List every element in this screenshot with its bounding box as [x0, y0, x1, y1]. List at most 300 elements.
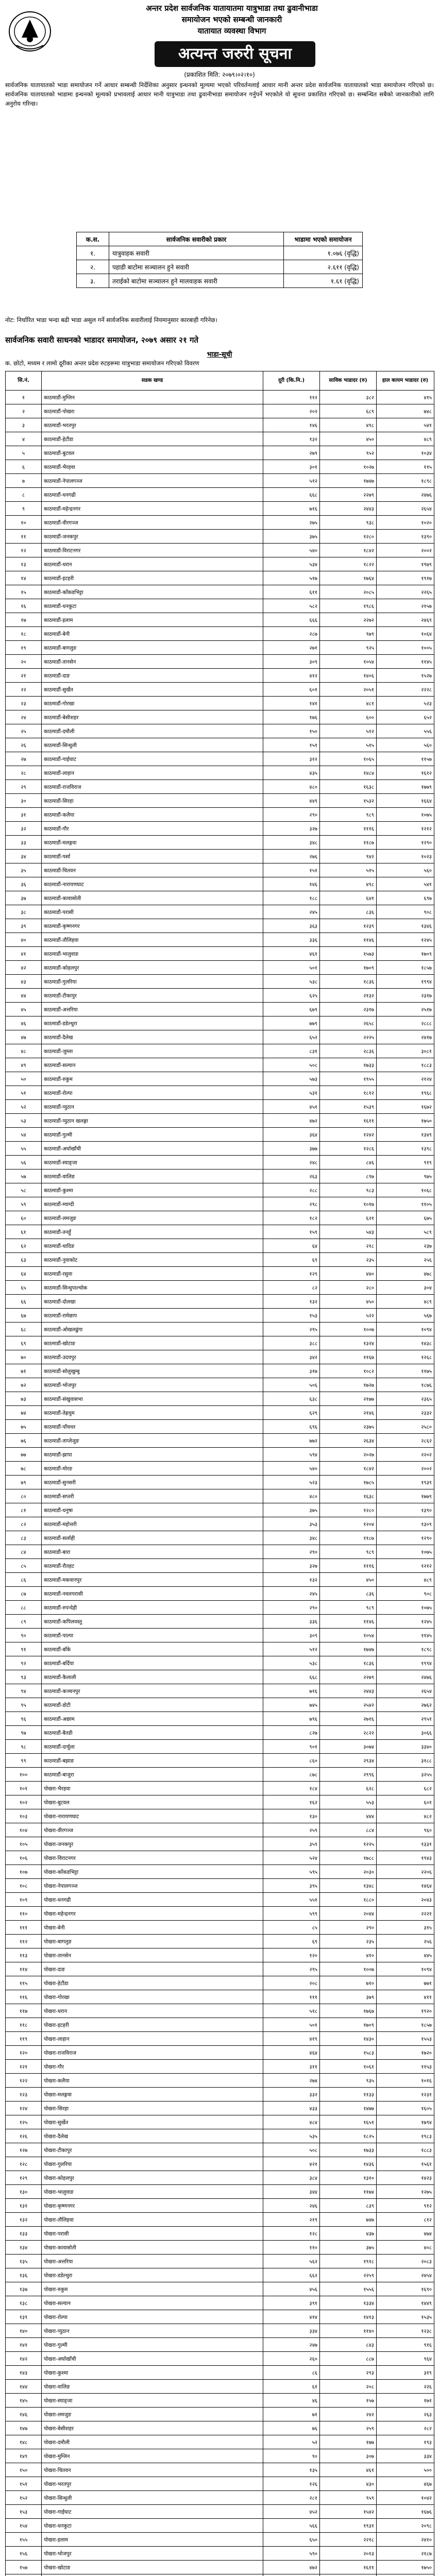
distance-cell: ८५ — [263, 1921, 320, 1935]
old-fare-cell: १९८६ — [320, 599, 377, 613]
distance-cell: २८१ — [263, 2491, 320, 2505]
table-row — [6, 1364, 434, 1378]
route-cell: पोखरा-स्याङ्जा — [42, 2394, 263, 2408]
route-cell: पोखरा-भरतपुर — [42, 2477, 263, 2491]
old-fare-cell: १८३६ — [320, 1656, 377, 1670]
table-row — [6, 2032, 434, 2046]
serial-cell: ४७ — [6, 1030, 42, 1044]
new-fare-cell: ७७१ — [377, 1976, 434, 1990]
old-fare-cell: २०४४ — [320, 1907, 377, 1921]
table-row — [6, 1114, 434, 1128]
table-row — [6, 836, 434, 850]
serial-cell: ६ — [6, 460, 42, 474]
table-row — [6, 1183, 434, 1197]
serial-cell: ८० — [6, 1489, 42, 1503]
old-fare-cell: १२०४ — [320, 1517, 377, 1531]
distance-cell: १११ — [263, 1990, 320, 2004]
table-row — [6, 1573, 434, 1587]
old-fare-cell: २४४३ — [320, 502, 377, 516]
table-row — [6, 2394, 434, 2408]
serial-cell: ८२ — [6, 1517, 42, 1531]
new-fare-cell: १२३१ — [377, 2088, 434, 2102]
route-cell: पोखरा-दैलेख — [42, 2129, 263, 2143]
serial-cell: १४८ — [6, 2435, 42, 2449]
table-row — [6, 2213, 434, 2227]
serial-cell: ८५ — [6, 1559, 42, 1573]
route-cell: काठमाडौं-मलङ्गवा — [42, 836, 263, 850]
table-row — [6, 1698, 434, 1712]
header-distance: दूरी (कि.मि.) — [263, 371, 320, 391]
distance-cell: ५२३ — [263, 1476, 320, 1489]
distance-cell: २४५ — [263, 905, 320, 919]
new-fare-cell: २१८७ — [377, 2547, 434, 2561]
distance-cell: ५३५ — [263, 2129, 320, 2143]
new-fare-cell: ९०८ — [377, 905, 434, 919]
serial-cell: १२७ — [6, 2143, 42, 2157]
old-fare-cell: ११६७ — [320, 1350, 377, 1364]
new-fare-cell: ५४१ — [377, 418, 434, 432]
serial-cell: १४४ — [6, 2380, 42, 2394]
old-fare-cell: १०१७ — [320, 1197, 377, 1211]
distance-cell: १८२ — [263, 1211, 320, 1225]
distance-cell: १४१ — [263, 697, 320, 710]
distance-cell: ३०९ — [263, 655, 320, 669]
distance-cell: १४६ — [263, 877, 320, 891]
new-fare-cell: ४६७ — [377, 2477, 434, 2491]
old-fare-cell: १३२४ — [320, 1336, 377, 1350]
old-fare-cell: ४५० — [320, 1573, 377, 1587]
summary-row — [77, 260, 363, 274]
route-cell: काठमाडौं-सर्लाही — [42, 1531, 263, 1545]
old-fare-cell: १७०९ — [320, 2018, 377, 2032]
serial-cell: १२० — [6, 2046, 42, 2060]
distance-cell: ४८४ — [263, 2115, 320, 2129]
route-cell: काठमाडौं-कञ्चनपुर — [42, 1684, 263, 1698]
serial-cell: ३४ — [6, 850, 42, 863]
serial-cell: १२१ — [6, 2060, 42, 2074]
old-fare-cell: १४७७ — [320, 2102, 377, 2115]
distance-cell: ६६८ — [263, 488, 320, 502]
route-cell: काठमाडौं-डडेल्धुरा — [42, 1016, 263, 1030]
old-fare-cell: १७४७ — [320, 474, 377, 488]
distance-cell: ४३५ — [263, 766, 320, 780]
route-cell: पोखरा-कोहलपुर — [42, 2171, 263, 2185]
new-fare-cell: १८५७ — [377, 961, 434, 975]
new-fare-cell: १७१ — [377, 2394, 434, 2408]
old-fare-cell: २९३४ — [320, 1754, 377, 1768]
route-cell: पोखरा-हेटौंडा — [42, 1976, 263, 1990]
new-fare-cell: १०४२ — [377, 2491, 434, 2505]
new-fare-cell: १०३४ — [377, 446, 434, 460]
route-cell: काठमाडौं-गुलरिया — [42, 975, 263, 989]
serial-cell: १४३ — [6, 2366, 42, 2380]
route-cell: पोखरा-धनगढी — [42, 1893, 263, 1907]
serial-cell: ११६ — [6, 1990, 42, 2004]
old-fare-cell: १०५४ — [320, 655, 377, 669]
distance-cell: ८७८ — [263, 1768, 320, 1782]
serial-cell: ८७ — [6, 1587, 42, 1601]
table-row — [6, 766, 434, 780]
distance-cell: ६७९ — [263, 1003, 320, 1016]
distance-cell: २९० — [263, 1545, 320, 1559]
distance-cell: ६९६ — [263, 1420, 320, 1434]
old-fare-cell: १०६१ — [320, 2060, 377, 2074]
old-fare-cell: २९० — [320, 1921, 377, 1935]
serial-cell: ७५ — [6, 1420, 42, 1434]
table-row — [6, 1795, 434, 1809]
old-fare-cell: ४४० — [320, 1267, 377, 1281]
serial-cell: ८६ — [6, 1573, 42, 1587]
serial-cell: ७३ — [6, 1392, 42, 1406]
serial-cell: १४९ — [6, 2449, 42, 2463]
distance-cell: १२९ — [263, 1267, 320, 1281]
route-cell: काठमाडौं-सिन्धुपाल्चोक — [42, 1281, 263, 1295]
distance-cell: ४६ — [263, 2394, 320, 2408]
new-fare-cell: १९३ — [377, 2435, 434, 2449]
serial-cell: ३ — [6, 418, 42, 432]
new-fare-cell: ९६४ — [377, 2352, 434, 2366]
route-cell: काठमाडौं-नेपालगञ्ज — [42, 474, 263, 488]
old-fare-cell: १३४८ — [320, 1879, 377, 1893]
route-cell: पोखरा-गौर — [42, 2060, 263, 2074]
new-fare-cell: १२४५ — [377, 1615, 434, 1629]
old-fare-cell: २९९६ — [320, 1768, 377, 1782]
route-cell: काठमाडौं-पाँचथर — [42, 1420, 263, 1434]
new-fare-cell: ४११ — [377, 1990, 434, 2004]
route-cell: काठमाडौं-अत्तरिया — [42, 1003, 263, 1016]
route-cell: पोखरा-सुर्खेत — [42, 2115, 263, 2129]
serial-cell: १२९ — [6, 2171, 42, 2185]
route-cell: काठमाडौं-जुम्ला — [42, 1044, 263, 1058]
table-row — [6, 2310, 434, 2324]
distance-cell: ६०१ — [263, 683, 320, 697]
route-cell: काठमाडौं-तनहुँ — [42, 1225, 263, 1239]
new-fare-cell: ११५३ — [377, 2060, 434, 2074]
old-fare-cell: १०८२ — [320, 1364, 377, 1378]
serial-cell: ६९ — [6, 1336, 42, 1350]
serial-cell: २८ — [6, 766, 42, 780]
route-cell: पोखरा-काँकडभिट्टा — [42, 1865, 263, 1879]
route-cell: पोखरा-लाहान — [42, 2032, 263, 2046]
old-fare-cell: १७३३ — [320, 1058, 377, 1072]
distance-cell: २९८ — [263, 1197, 320, 1211]
old-fare-cell: ४९८ — [320, 877, 377, 891]
route-cell: काठमाडौं-तानसेन — [42, 655, 263, 669]
serial-cell: १०७ — [6, 1865, 42, 1879]
route-cell: काठमाडौं-राजविराज — [42, 780, 263, 794]
new-fare-cell: १७७९ — [377, 780, 434, 794]
serial-cell: १२६ — [6, 2129, 42, 2143]
table-row — [6, 641, 434, 655]
route-cell: काठमाडौं-मुग्लिन — [42, 391, 263, 404]
old-fare-cell: २२५९ — [320, 2268, 377, 2282]
new-fare-cell: १९४३ — [377, 1851, 434, 1865]
new-fare-cell: १९९४ — [377, 1656, 434, 1670]
route-cell: काठमाडौं-लमजुङ — [42, 1211, 263, 1225]
table-row — [6, 488, 434, 502]
distance-cell: ४७२ — [263, 2561, 320, 2574]
serial-cell: ३७ — [6, 891, 42, 905]
old-fare-cell: १२३९ — [320, 919, 377, 933]
distance-cell: २९५ — [263, 1323, 320, 1336]
route-cell: पोखरा-इटहरी — [42, 2018, 263, 2032]
urgent-notice-banner: अत्यन्त जरुरी सूचना — [155, 41, 315, 67]
distance-cell: १५३ — [263, 1309, 320, 1323]
table-row — [6, 2380, 434, 2394]
distance-cell: २५९ — [263, 1823, 320, 1837]
new-fare-cell: ३३४ — [377, 2449, 434, 2463]
route-cell: पोखरा-कुश्मा — [42, 2366, 263, 2380]
new-fare-cell: १८९८ — [377, 1642, 434, 1656]
old-fare-cell: ११८७ — [320, 1531, 377, 1545]
old-fare-cell: १७८५ — [320, 1476, 377, 1489]
new-fare-cell: १२७५ — [377, 2185, 434, 2199]
summary-header-adjust: भाडामा भएको समायोजन — [284, 232, 363, 246]
table-row — [6, 1893, 434, 1907]
table-row — [6, 2227, 434, 2241]
table-row — [6, 1935, 434, 1948]
table-row — [6, 557, 434, 571]
distance-cell: ८६ — [263, 2366, 320, 2380]
serial-cell: ३२ — [6, 822, 42, 836]
distance-cell: ६९ — [263, 1935, 320, 1948]
summary-header-type: सार्वजनिक सवारीको प्रकार — [109, 232, 284, 246]
new-fare-cell: १९६८ — [377, 1086, 434, 1100]
new-fare-cell: २३६५ — [377, 1392, 434, 1406]
summary-cell: १.६१ (वृद्धि) — [284, 274, 363, 288]
new-fare-cell: ११४५ — [377, 1629, 434, 1642]
route-cell: काठमाडौं-बुटवल — [42, 446, 263, 460]
table-row — [6, 571, 434, 585]
table-row — [6, 474, 434, 488]
table-row — [6, 1712, 434, 1726]
route-cell: काठमाडौं-कलैया — [42, 808, 263, 822]
distance-cell: ६२९ — [263, 1406, 320, 1420]
new-fare-cell: १९८३ — [377, 2129, 434, 2143]
new-fare-cell: १९१७ — [377, 571, 434, 585]
distance-cell: ७९६ — [263, 1712, 320, 1726]
old-fare-cell: १७२७ — [320, 1378, 377, 1392]
route-cell: पोखरा-जनकपुर — [42, 1837, 263, 1851]
distance-cell: ३२७ — [263, 1559, 320, 1573]
old-fare-cell: ६२८ — [320, 1782, 377, 1795]
distance-cell: २४७ — [263, 2338, 320, 2352]
distance-cell: ७७२ — [263, 1434, 320, 1448]
serial-cell: ९३ — [6, 1670, 42, 1684]
old-fare-cell: १५८३ — [320, 2046, 377, 2060]
header-route: सडक खण्ड — [42, 371, 263, 391]
new-fare-cell: २७६२ — [377, 1698, 434, 1712]
new-fare-cell: २४७६ — [377, 488, 434, 502]
old-fare-cell: ५५३ — [320, 1795, 377, 1809]
serial-cell: २१ — [6, 669, 42, 683]
new-fare-cell: १५३५ — [377, 2310, 434, 2324]
new-fare-cell: १६७२ — [377, 1100, 434, 1114]
old-fare-cell: ८३६ — [320, 1587, 377, 1601]
serial-cell: ४३ — [6, 975, 42, 989]
new-fare-cell: २४५४ — [377, 2268, 434, 2282]
serial-cell: ३० — [6, 794, 42, 808]
route-cell: काठमाडौं-सुनसरी — [42, 1476, 263, 1489]
route-cell: पोखरा-नेपालगञ्ज — [42, 1879, 263, 1893]
old-fare-cell: ५१५ — [320, 863, 377, 877]
serial-cell — [6, 2574, 42, 2576]
route-cell: काठमाडौं-सल्यान — [42, 1058, 263, 1072]
new-fare-cell: २०४३ — [377, 1893, 434, 1907]
table-row — [6, 2102, 434, 2115]
new-fare-cell: १३९० — [377, 1503, 434, 1517]
old-fare-cell: ४६१ — [320, 2463, 377, 2477]
table-row — [6, 1726, 434, 1740]
serial-cell: ९ — [6, 502, 42, 516]
summary-cell: १.०७६ (वृद्धि) — [284, 246, 363, 260]
new-fare-cell: १०६४ — [377, 627, 434, 641]
distance-cell: ९० — [263, 2449, 320, 2463]
serial-cell: ६८ — [6, 1323, 42, 1336]
serial-cell: २९ — [6, 780, 42, 794]
header-line-1: अन्तर प्रदेश सार्वजनिक यातायातमा यात्रुभाडा तथा ढुवानीभाडा — [146, 4, 318, 13]
distance-cell: ५३१ — [263, 1086, 320, 1100]
table-row — [6, 724, 434, 738]
route-cell: काठमाडौं-झापा — [42, 1448, 263, 1462]
new-fare-cell: ३०४ — [377, 1281, 434, 1295]
route-cell: पोखरा-टीकापुर — [42, 2143, 263, 2157]
old-fare-cell: १७४७ — [320, 1642, 377, 1656]
old-fare-cell: ८३९ — [320, 2199, 377, 2213]
old-fare-cell: ४३० — [320, 2477, 377, 2491]
new-fare-cell: १०१६ — [377, 2074, 434, 2088]
old-fare-cell: ३०७ — [320, 2449, 377, 2463]
table-row — [6, 1406, 434, 1420]
distance-cell: ५२४ — [263, 1851, 320, 1865]
route-cell: पोखरा-इलाम — [42, 2533, 263, 2547]
route-cell: पोखरा-कलैया — [42, 2074, 263, 2088]
serial-cell: ८८ — [6, 1601, 42, 1615]
distance-cell: ६५२ — [263, 1030, 320, 1044]
serial-cell: १३३ — [6, 2227, 42, 2241]
route-cell: काठमाडौं-चितवन — [42, 863, 263, 877]
route-cell: काठमाडौं-बारा — [42, 1545, 263, 1559]
serial-cell: १३१ — [6, 2199, 42, 2213]
route-cell: काठमाडौं-बर्दिया — [42, 1656, 263, 1670]
new-fare-cell: ७४८ — [377, 404, 434, 418]
serial-cell: १३७ — [6, 2282, 42, 2296]
new-fare-cell: १३३१ — [377, 1837, 434, 1851]
new-fare-cell: १०९४ — [377, 1962, 434, 1976]
distance-cell: ३३२ — [263, 2088, 320, 2102]
distance-cell: ५०८ — [263, 1058, 320, 1072]
new-fare-cell: १८७६ — [377, 1378, 434, 1392]
distance-cell: १२० — [263, 1948, 320, 1962]
new-fare-cell: ५५६ — [377, 724, 434, 738]
table-row — [6, 1086, 434, 1100]
new-fare-cell: ३१५ — [377, 1921, 434, 1935]
distance-cell: ५५१ — [263, 1893, 320, 1907]
table-row — [6, 850, 434, 863]
serial-cell: १४ — [6, 571, 42, 585]
serial-cell: ४५ — [6, 1003, 42, 1016]
table-row — [6, 989, 434, 1003]
serial-cell: ६० — [6, 1211, 42, 1225]
header-new-fare: हाल कायम भाडादर (रु) — [377, 371, 434, 391]
old-fare-cell: २३७५ — [320, 1420, 377, 1434]
serial-cell: १ — [6, 391, 42, 404]
old-fare-cell: २५४२ — [320, 1698, 377, 1712]
serial-cell: ४१ — [6, 947, 42, 961]
table-row — [6, 2352, 434, 2366]
distance-cell: ३७५ — [263, 1503, 320, 1517]
old-fare-cell: ११३३ — [320, 2088, 377, 2102]
old-fare-cell: १८३६ — [320, 975, 377, 989]
table-row — [6, 1517, 434, 1531]
new-fare-cell: १३४६ — [377, 919, 434, 933]
old-fare-cell: १०६५ — [320, 752, 377, 766]
table-row — [6, 1030, 434, 1044]
distance-cell: ३४२ — [263, 1350, 320, 1364]
new-fare-cell: १६१२ — [377, 766, 434, 780]
route-cell: काठमाडौं-म्याग्दी — [42, 1197, 263, 1211]
new-fare-cell: ४८९ — [377, 1295, 434, 1309]
serial-cell: १५५ — [6, 2533, 42, 2547]
serial-cell: २५ — [6, 724, 42, 738]
table-row — [6, 446, 434, 460]
table-row — [6, 1267, 434, 1281]
distance-cell: ४८० — [263, 780, 320, 794]
table-row — [6, 1378, 434, 1392]
route-cell: काठमाडौं-बागलुङ — [42, 641, 263, 655]
table-row — [6, 2241, 434, 2255]
table-row — [6, 2157, 434, 2171]
table-row — [6, 1128, 434, 1142]
new-fare-cell: २५८० — [377, 1420, 434, 1434]
table-row — [6, 2491, 434, 2505]
table-row — [6, 1587, 434, 1601]
old-fare-cell: २०३० — [320, 1865, 377, 1879]
new-fare-cell: २४१७ — [377, 1030, 434, 1044]
route-cell: काठमाडौं-बेनी — [42, 627, 263, 641]
route-cell: काठमाडौं-पाल्पा — [42, 1629, 263, 1642]
route-cell: काठमाडौं-दोलखा — [42, 1295, 263, 1309]
table-row — [6, 1879, 434, 1893]
serial-cell: १२८ — [6, 2157, 42, 2171]
route-cell: काठमाडौं-पोखरा — [42, 404, 263, 418]
old-fare-cell: २८० — [320, 1281, 377, 1295]
distance-cell: ५६२ — [263, 2255, 320, 2268]
table-row — [6, 2533, 434, 2547]
route-cell: काठमाडौं-ओखलढुंगा — [42, 1323, 263, 1336]
distance-cell: ५३४ — [263, 557, 320, 571]
table-row — [6, 697, 434, 710]
new-fare-cell: ५६० — [377, 863, 434, 877]
fare-list-title: भाडा-सूची — [207, 351, 232, 359]
distance-cell: ३०१ — [263, 460, 320, 474]
new-fare-cell: ११५ — [377, 460, 434, 474]
table-row — [6, 1142, 434, 1156]
serial-cell: ६५ — [6, 1281, 42, 1295]
route-cell: पोखरा-धरान — [42, 2004, 263, 2018]
table-row — [6, 2449, 434, 2463]
serial-cell: ४९ — [6, 1058, 42, 1072]
new-fare-cell: १५६१ — [377, 2157, 434, 2171]
serial-cell: १४६ — [6, 2408, 42, 2421]
serial-cell: १०३ — [6, 1809, 42, 1823]
serial-cell: ११० — [6, 1907, 42, 1921]
old-fare-cell: १८४२ — [320, 1462, 377, 1476]
distance-cell: २६० — [263, 2352, 320, 2366]
route-cell: काठमाडौं-धनुषा — [42, 1503, 263, 1517]
distance-cell: १५१ — [263, 738, 320, 752]
new-fare-cell: २३३२ — [377, 1406, 434, 1420]
